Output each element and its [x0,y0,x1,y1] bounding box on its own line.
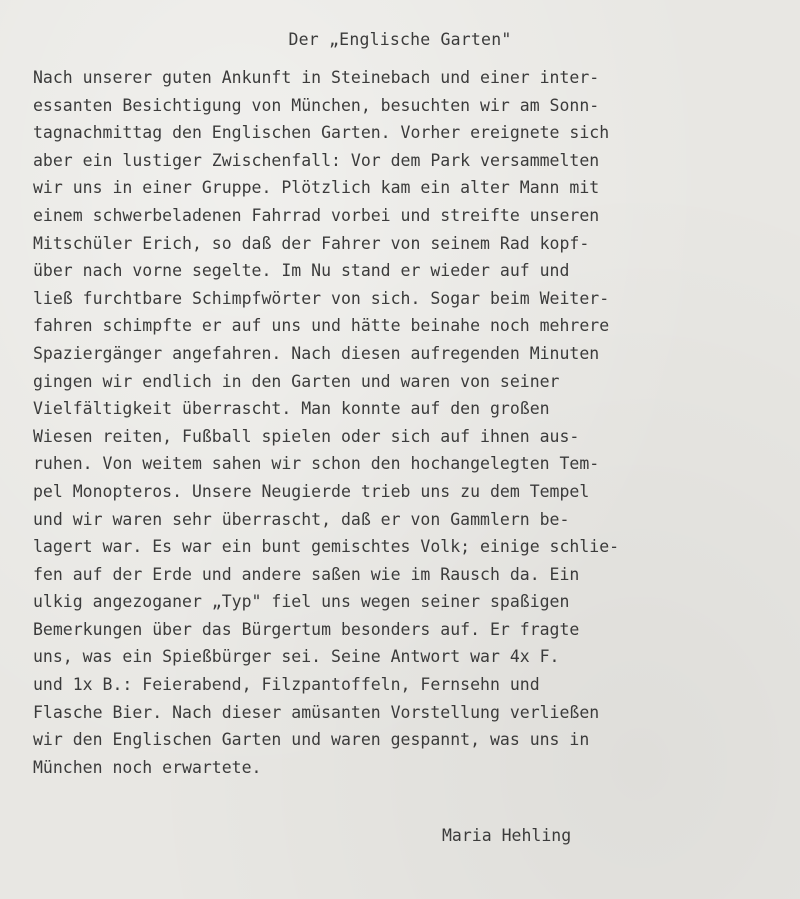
signature: Maria Hehling [442,826,572,845]
text-line: und 1x B.: Feierabend, Filzpantoffeln, Fernsehn und [33,675,540,695]
text-line: uns, was ein Spießbürger sei. Seine Antwort war 4x F. [33,647,560,667]
text-line: Mitschüler Erich, so daß der Fahrer von seinem Rad kopf- [33,233,590,253]
text-line: fahren schimpfte er auf uns und hätte beinahe noch mehrere [33,316,610,336]
text-line: über nach vorne segelte. Im Nu stand er wieder auf und [33,261,570,281]
text-line: wir uns in einer Gruppe. Plötzlich kam ein alter Mann mit [33,178,600,198]
text-line: Flasche Bier. Nach dieser amüsanten Vorstellung verließen [33,702,600,722]
text-line: einem schwerbeladenen Fahrrad vorbei und streifte unseren [33,205,600,225]
text-line: lagert war. Es war ein bunt gemischtes Volk; einige schlie- [33,537,620,557]
text-line: Vielfältigkeit überrascht. Man konnte auf den großen [33,399,550,419]
text-line: pel Monopteros. Unsere Neugierde trieb uns zu dem Tempel [33,481,590,501]
document-title: Der „Englische Garten" [288,30,512,49]
body-text [33,64,793,781]
text-line: ruhen. Von weitem sahen wir schon den hochangelegten Tem- [33,454,600,474]
text-line: ließ furchtbare Schimpfwörter von sich. Sogar beim Weiter- [33,288,610,308]
text-line: Wiesen reiten, Fußball spielen oder sich auf ihnen aus- [33,426,580,446]
text-line: ulkig angezoganer „Typ" fiel uns wegen seiner spaßigen [33,592,570,612]
text-line: essanten Besichtigung von München, besuchten wir am Sonn- [33,95,600,115]
text-line: Bemerkungen über das Bürgertum besonders auf. Er fragte [33,619,580,639]
text-line: Nach unserer guten Ankunft in Steinebach und einer inter- [33,68,600,87]
text-line: und wir waren sehr überrascht, daß er von Gammlern be- [33,509,570,529]
text-line: fen auf der Erde und andere saßen wie im Rausch da. Ein [33,564,580,584]
text-line: tagnachmittag den Englischen Garten. Vorher ereignete sich [33,123,610,143]
text-line: aber ein lustiger Zwischenfall: Vor dem Park versammelten [33,150,600,170]
text-line: gingen wir endlich in den Garten und waren von seiner [33,371,560,391]
text-line: Spaziergänger angefahren. Nach diesen aufregenden Minuten [33,343,600,363]
text-line: wir den Englischen Garten und waren gespannt, was uns in [33,730,590,750]
text-line: München noch erwartete. [33,757,262,777]
